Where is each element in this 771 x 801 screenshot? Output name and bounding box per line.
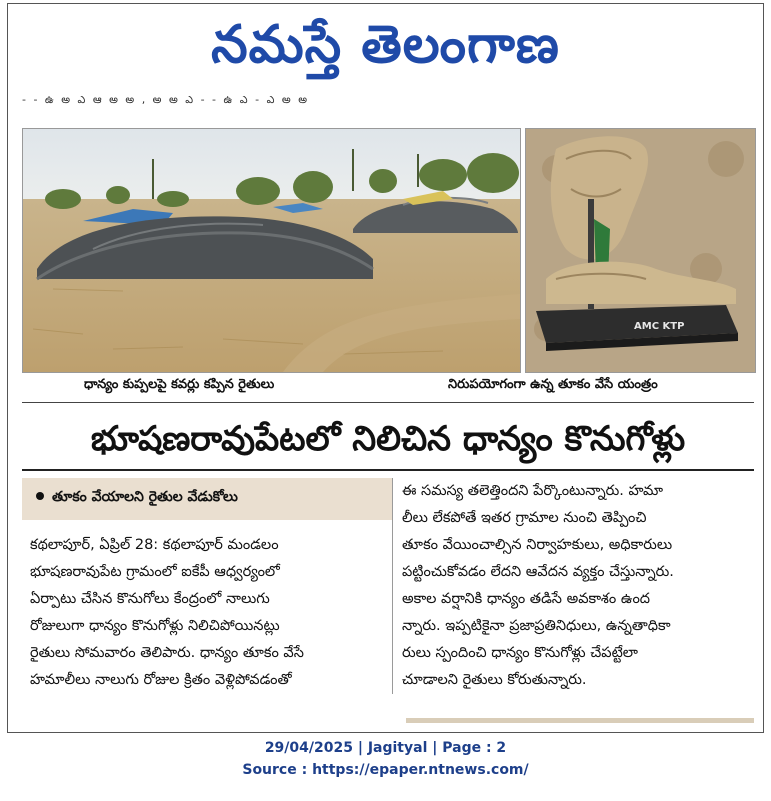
- divider: [22, 402, 754, 403]
- body-line: అకాల వర్షానికి ధాన్యం తడిసే అవకాశం ఉంద: [402, 591, 651, 607]
- body-line: రోజులుగా ధాన్యం కొనుగోళ్లు నిలిచిపోయినట్లు: [30, 618, 280, 634]
- masthead-title: నమస్తే తెలంగాణ: [211, 15, 560, 75]
- body-line: కథలాపూర్, ఏప్రిల్ 28: కథలాపూర్ మండలం: [30, 537, 279, 553]
- left-photo-caption: ధాన్యం కుప్పలపై కవర్లు కప్పిన రైతులు: [84, 377, 275, 392]
- cut-off-text: [22, 96, 612, 106]
- column-divider: [392, 478, 393, 694]
- weighing-machine-photo: [525, 128, 756, 373]
- body-line: చూడాలని రైతులు కోరుతున్నారు.: [402, 672, 587, 688]
- right-photo-caption: నిరుపయోగంగా ఉన్న తూకం వేసే యంత్రం: [448, 377, 658, 392]
- scale-label: AMC KTP: [634, 321, 685, 332]
- grain-heaps-photo: [22, 128, 521, 373]
- headline: భూషణరావుపేటలో నిలిచిన ధాన్యం కొనుగోళ్లు: [90, 419, 686, 459]
- body-line: పట్టించుకోవడం లేదని ఆవేదన వ్యక్తం చేస్తున్నారు.: [402, 564, 674, 580]
- body-column-left: [30, 532, 382, 694]
- weighing-machine-illustration: [526, 129, 755, 372]
- epaper-clipping: [7, 3, 764, 733]
- body-line: తూకం వేయించాల్సిన నిర్వాహకులు, అధికారులు: [402, 537, 673, 553]
- body-column-right: [402, 478, 754, 694]
- body-line: భూషణరావుపేట గ్రామంలో ఐకేపీ ఆధ్వర్యంలో: [30, 564, 280, 580]
- body-line: ఏర్పాటు చేసిన కొనుగోలు కేంద్రంలో నాలుగు: [30, 591, 270, 607]
- body-line: హమాలీలు నాలుగు రోజుల క్రితం వెళ్లిపోవడంతో: [30, 672, 292, 688]
- cut-off-text-line: - - ఉ అ ఎ ఆ అ అ , అ అ ఎ - - ఉ ఎ - ఎ అ అ: [22, 96, 309, 106]
- torn-edge: [406, 718, 754, 723]
- highlight-text: తూకం వేయాలని రైతుల వేడుకోలు: [52, 489, 238, 505]
- footer-date-line: 29/04/2025 | Jagityal | Page : 2: [264, 740, 507, 756]
- grain-heaps-illustration: [23, 129, 520, 372]
- masthead: [8, 4, 763, 94]
- footer-source-line: Source : https://epaper.ntnews.com/: [242, 762, 529, 778]
- body-line: ఈ సమస్య తలెత్తిందని పేర్కొంటున్నారు. హమా: [402, 483, 663, 499]
- body-line: రులు స్పందించి ధాన్యం కొనుగోళ్లు చేపట్టేలా: [402, 645, 638, 661]
- divider: [22, 469, 754, 471]
- body-line: న్నారు. ఇప్పటికైనా ప్రజాప్రతినిధులు, ఉన్నతాధికా: [402, 618, 671, 634]
- body-line: రైతులు సోమవారం తెలిపారు. ధాన్యం తూకం వేసే: [30, 645, 304, 661]
- highlight-box: [22, 478, 392, 520]
- body-line: లీలు లేకపోతే ఇతర గ్రామాల నుంచి తెప్పించి: [402, 510, 647, 526]
- bullet-icon: [36, 492, 44, 500]
